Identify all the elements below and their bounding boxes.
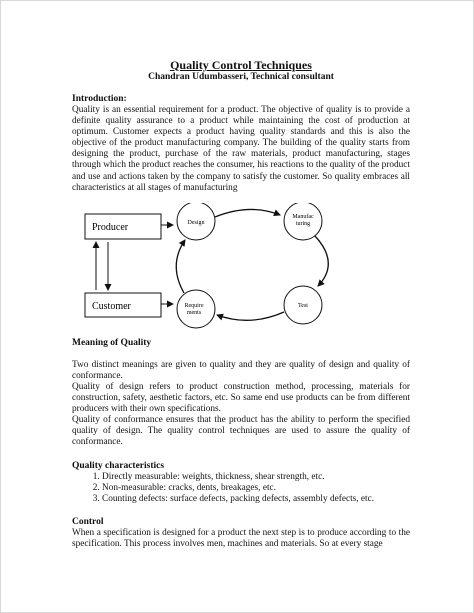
document-title: Quality Control Techniques <box>170 58 312 72</box>
control-heading: Control <box>72 516 104 527</box>
introduction-heading: Introduction: <box>72 94 127 104</box>
design-label: Design <box>187 219 205 226</box>
control-paragraph: When a specification is designed for a product the next step is to produce according to the specification. This process involves men, machines and materials. So at every stage <box>72 527 410 549</box>
characteristics-list <box>72 472 410 505</box>
requirements-label-line2: ments <box>186 309 202 316</box>
meaning-paragraph-2: Quality of design refers to product construction method, processing, materials for construction, safety, aesthetic factors, etc. So same end use products can be from different producers with their own specifications. <box>72 381 410 415</box>
list-item: 1. Directly measurable: weights, thickness, shear strength, etc. <box>102 472 410 483</box>
meaning-paragraph-3: Quality of conformance ensures that the product has the ability to perform the specified quality of design. The quality control techniques are used to assure the quality of conformance. <box>72 415 410 448</box>
manufacturing-to-test-arrow <box>315 236 328 286</box>
meaning-heading: Meaning of Quality <box>72 337 152 348</box>
introduction-paragraph: Quality is an essential requirement for a product. The objective of quality is to provide a definite quality assurance to a product while maintaining the cost of production at optimum. Customer expects a product having quality standards and this is also the objective of the product manufacturing company. The building of the quality starts from designing the product, purchase of the raw materials, product manufacturing, stages through which the product reaches the consumer, his reactions to the quality of the product and use and actions taken by the company to satisfy the customer. So quality embraces all characteristics at all stages of manufacturing <box>72 105 410 193</box>
test-label: Test <box>298 302 308 309</box>
design-to-manufacturing-arrow <box>215 209 280 217</box>
characteristics-heading: Quality characteristics <box>72 460 165 471</box>
list-item: 2. Non-measurable: cracks, dents, breakages, etc. <box>102 483 410 494</box>
requirements-to-design-arrow <box>176 240 185 293</box>
meaning-paragraph-1: Two distinct meanings are given to quality and they are quality of design and quality of conformance. <box>72 359 410 381</box>
diagram-canvas <box>72 203 410 332</box>
manufacturing-label-line2: turing <box>295 220 311 227</box>
test-to-requirements-arrow <box>217 312 284 320</box>
customer-label: Customer <box>92 300 131 312</box>
manufacturing-label-line1: Manufac <box>292 213 314 220</box>
page-content <box>72 59 410 550</box>
quality-cycle-diagram <box>72 203 410 332</box>
list-item: 3. Counting defects: surface defects, packing defects, assembly defects, etc. <box>102 494 410 505</box>
producer-label: Producer <box>92 221 129 233</box>
requirements-circle <box>177 290 215 328</box>
document-author: Chandran Udumbasseri, Technical consultant <box>148 72 334 82</box>
requirements-label-line1: Require <box>184 302 204 309</box>
